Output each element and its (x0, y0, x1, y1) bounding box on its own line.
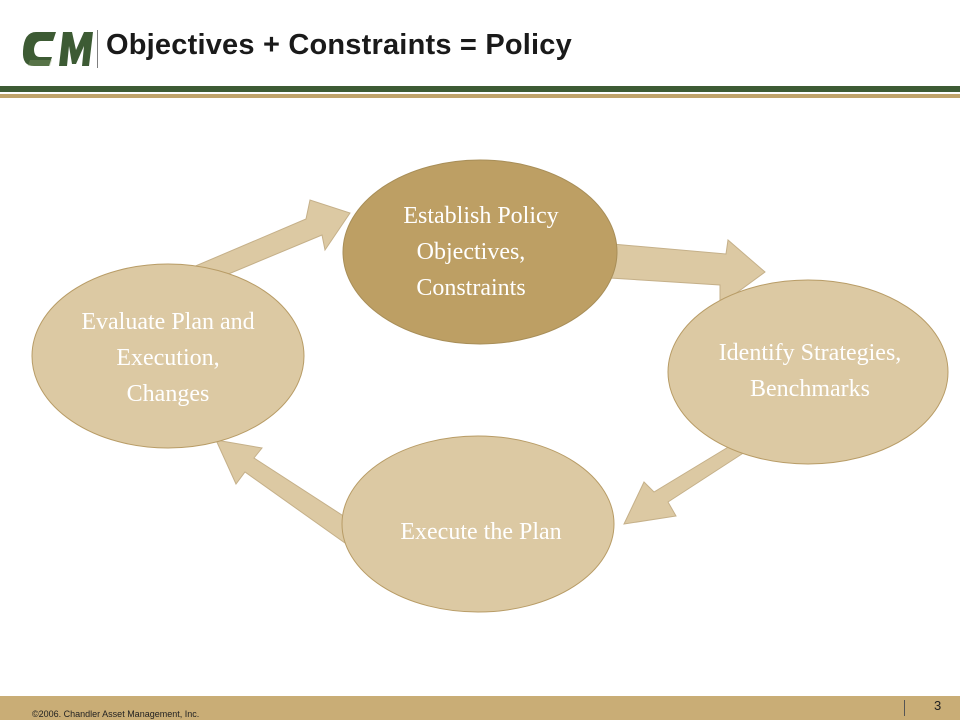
node-line: Execution, (116, 345, 220, 371)
node-identify-strategies-label (660, 335, 960, 407)
node-line: Objectives, (416, 239, 526, 265)
node-line: Establish Policy (403, 203, 559, 229)
node-line: Evaluate Plan and (81, 309, 255, 335)
node-line: Benchmarks (750, 376, 870, 402)
node-line: Execute the Plan (400, 519, 562, 545)
node-line: Constraints (416, 275, 526, 301)
footer-copyright: ©2006. Chandler Asset Management, Inc. (32, 709, 200, 719)
node-establish-policy-label (340, 198, 622, 306)
slide-title: Objectives + Constraints = Policy (106, 29, 572, 61)
node-line: Identify Strategies, (718, 340, 902, 366)
footer-separator (904, 700, 905, 716)
node-execute-plan-label (340, 514, 622, 550)
page-number: 3 (934, 698, 942, 713)
node-line: Changes (126, 381, 210, 407)
node-evaluate-plan-label (30, 304, 306, 412)
arrow-strategies-to-execute (624, 446, 748, 524)
